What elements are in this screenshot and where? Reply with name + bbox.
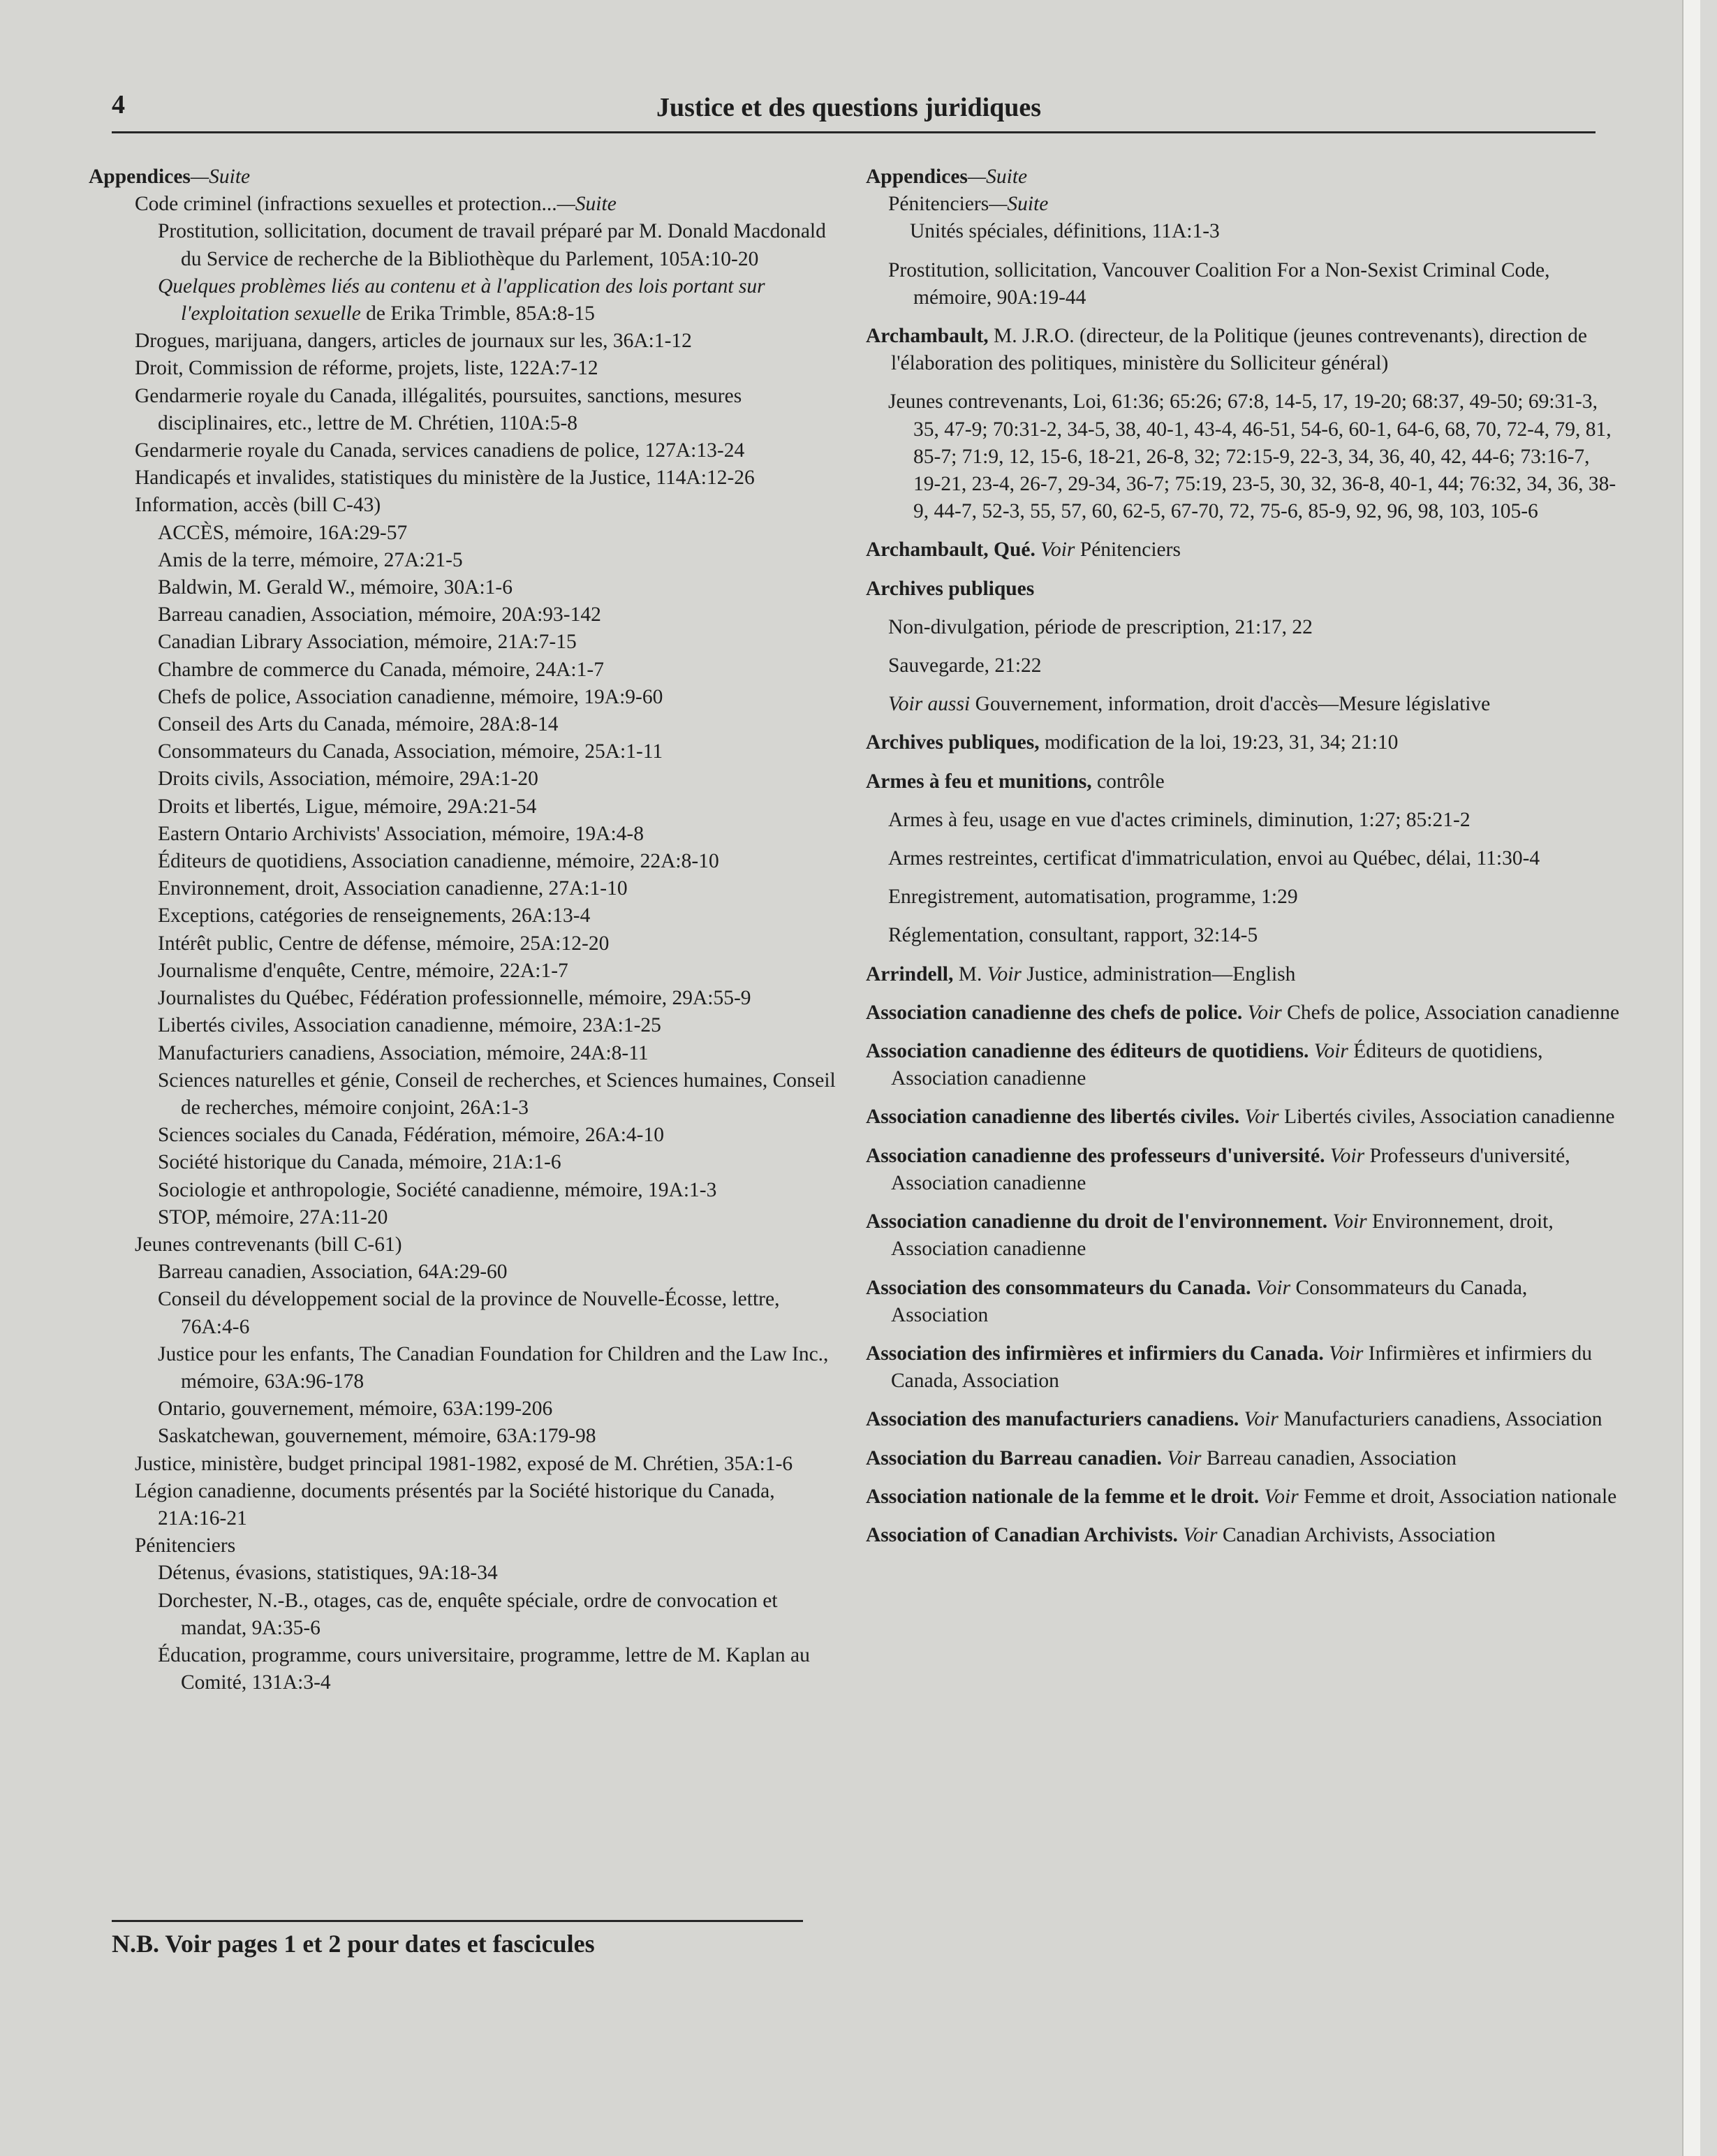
index-entry bbox=[866, 614, 1620, 641]
index-entry bbox=[866, 323, 1620, 377]
voir-reference: Voir bbox=[1242, 1001, 1282, 1024]
suite-marker: —Suite bbox=[557, 193, 617, 216]
footer-rule bbox=[112, 1920, 803, 1922]
voir-reference: Voir bbox=[1239, 1408, 1278, 1431]
index-entry bbox=[112, 958, 838, 985]
entry-text: Armes restreintes, certificat d'immatriculation, envoi au Québec, délai, 11:30-4 bbox=[888, 847, 1540, 870]
index-entry bbox=[866, 1340, 1620, 1395]
index-entry bbox=[112, 492, 838, 519]
index-entry bbox=[866, 845, 1620, 872]
entry-text: contrôle bbox=[1091, 770, 1165, 793]
voir-reference: Voir bbox=[1325, 1144, 1365, 1167]
entry-text: Sciences naturelles et génie, Conseil de recherches, et Sciences humaines, Conseil de recherches, mémoire conjoint, 26A:1-3 bbox=[158, 1069, 836, 1119]
index-entry bbox=[866, 1038, 1620, 1092]
index-entry bbox=[112, 711, 838, 738]
running-title: Justice et des questions juridiques bbox=[656, 93, 1042, 122]
index-entry bbox=[866, 768, 1620, 795]
entry-heading: Association canadienne des libertés civiles. bbox=[866, 1106, 1240, 1129]
entry-heading: Association of Canadian Archivists. bbox=[866, 1523, 1178, 1546]
entry-text: Droit, Commission de réforme, projets, liste, 122A:7-12 bbox=[135, 357, 598, 380]
index-entry bbox=[112, 902, 838, 930]
entry-text: Prostitution, sollicitation, Vancouver Coalition For a Non-Sexist Criminal Code, mémoire, 90A:19-44 bbox=[888, 258, 1550, 309]
entry-heading: Arrindell, bbox=[866, 962, 954, 985]
entry-text: Sociologie et anthropologie, Société canadienne, mémoire, 19A:1-3 bbox=[158, 1178, 717, 1201]
entry-text: modification de la loi, 19:23, 31, 34; 21:10 bbox=[1039, 731, 1399, 754]
entry-heading: Association canadienne des éditeurs de quotidiens. bbox=[866, 1040, 1309, 1063]
entry-text: Eastern Ontario Archivists' Association, mémoire, 19A:4-8 bbox=[158, 822, 644, 845]
index-entry bbox=[866, 1406, 1620, 1433]
index-entry bbox=[866, 1483, 1620, 1511]
entry-text: Pénitenciers bbox=[1075, 538, 1181, 562]
index-entry bbox=[112, 1204, 838, 1231]
entry-heading: Association des consommateurs du Canada. bbox=[866, 1276, 1251, 1299]
entry-text: Conseil des Arts du Canada, mémoire, 28A:8-14 bbox=[158, 713, 559, 736]
index-entry bbox=[89, 163, 838, 191]
index-entry bbox=[112, 601, 838, 629]
index-column-right bbox=[866, 163, 1620, 1549]
entry-text: Canadian Archivists, Association bbox=[1217, 1523, 1496, 1546]
index-entry bbox=[866, 1275, 1620, 1329]
index-entry bbox=[866, 999, 1620, 1027]
entry-heading: Appendices bbox=[866, 166, 968, 188]
entry-text: Gendarmerie royale du Canada, illégalités, poursuites, sanctions, mesures disciplinaires, etc., lettre de M. Chrétien, 110A:5-8 bbox=[135, 384, 742, 434]
entry-italic-title: Voir aussi bbox=[888, 693, 971, 716]
index-entry bbox=[866, 388, 1620, 525]
index-entry bbox=[112, 793, 838, 821]
suite-marker: —Suite bbox=[967, 166, 1028, 188]
entry-text: Société historique du Canada, mémoire, 21A:1-6 bbox=[158, 1151, 561, 1174]
index-entry bbox=[866, 536, 1620, 564]
entry-text: Justice, ministère, budget principal 1981-1982, exposé de M. Chrétien, 35A:1-6 bbox=[135, 1452, 793, 1475]
index-entry bbox=[112, 520, 838, 547]
entry-text: Jeunes contrevenants (bill C-61) bbox=[135, 1233, 402, 1256]
index-entry bbox=[112, 1286, 838, 1340]
index-entry bbox=[866, 1143, 1620, 1197]
entry-heading: Appendices bbox=[89, 166, 191, 188]
page-header bbox=[112, 85, 1596, 133]
entry-text: Détenus, évasions, statistiques, 9A:18-34 bbox=[158, 1562, 498, 1585]
entry-text: Sciences sociales du Canada, Fédération, mémoire, 26A:4-10 bbox=[158, 1124, 664, 1147]
entry-text: Chambre de commerce du Canada, mémoire, 24A:1-7 bbox=[158, 658, 604, 681]
index-column-left bbox=[89, 163, 838, 1696]
entry-heading: Archambault, bbox=[866, 325, 989, 348]
index-entry bbox=[866, 1103, 1620, 1131]
entry-text: Barreau canadien, Association bbox=[1201, 1446, 1457, 1469]
entry-text: STOP, mémoire, 27A:11-20 bbox=[158, 1205, 388, 1229]
voir-reference: Voir bbox=[1035, 538, 1075, 562]
index-entry bbox=[112, 1231, 838, 1259]
entry-text: Saskatchewan, gouvernement, mémoire, 63A:179-98 bbox=[158, 1425, 596, 1448]
entry-text: Pénitenciers bbox=[135, 1534, 236, 1557]
entry-text: Chefs de police, Association canadienne, mémoire, 19A:9-60 bbox=[158, 685, 663, 708]
index-entry bbox=[112, 1012, 838, 1039]
index-entry bbox=[112, 547, 838, 574]
index-entry bbox=[112, 1395, 838, 1423]
entry-text: Canadian Library Association, mémoire, 21A:7-15 bbox=[158, 631, 577, 654]
index-entry bbox=[112, 930, 838, 958]
entry-heading: Association canadienne des professeurs d'université. bbox=[866, 1144, 1325, 1167]
index-entry bbox=[866, 218, 1620, 245]
entry-text: Environnement, droit, Association canadienne bbox=[891, 1210, 1554, 1261]
entry-text: ACCÈS, mémoire, 16A:29-57 bbox=[158, 521, 408, 544]
index-entry bbox=[112, 1259, 838, 1286]
index-entry bbox=[112, 821, 838, 848]
index-entry bbox=[112, 464, 838, 492]
index-entry bbox=[112, 574, 838, 601]
index-entry bbox=[112, 1560, 838, 1587]
entry-text: Droits civils, Association, mémoire, 29A:1-20 bbox=[158, 768, 538, 791]
index-entry bbox=[112, 437, 838, 464]
entry-italic-title: Quelques problèmes liés au contenu et à l'application des lois portant sur l'exploitation sexuelle bbox=[158, 274, 765, 325]
entry-text: M. bbox=[953, 962, 982, 985]
page-edge bbox=[1682, 0, 1700, 2156]
index-entry bbox=[866, 729, 1620, 756]
entry-text: Droits et libertés, Ligue, mémoire, 29A:21-54 bbox=[158, 795, 537, 818]
entry-text: Conseil du développement social de la province de Nouvelle-Écosse, lettre, 76A:4-6 bbox=[158, 1288, 780, 1338]
index-entry bbox=[112, 848, 838, 875]
index-entry bbox=[866, 922, 1620, 949]
index-entry bbox=[866, 807, 1620, 834]
voir-reference: Voir bbox=[1251, 1276, 1291, 1299]
entry-text: Éditeurs de quotidiens, Association canadienne bbox=[891, 1040, 1543, 1090]
index-entry bbox=[112, 1177, 838, 1204]
entry-text: Non-divulgation, période de prescription, 21:17, 22 bbox=[888, 615, 1313, 638]
entry-text: Environnement, droit, Association canadienne, 27A:1-10 bbox=[158, 877, 628, 900]
entry-heading: Association canadienne du droit de l'environnement. bbox=[866, 1210, 1328, 1233]
entry-heading: Association des infirmières et infirmiers du Canada. bbox=[866, 1342, 1324, 1365]
index-entry bbox=[866, 1445, 1620, 1472]
index-entry bbox=[112, 1341, 838, 1395]
index-entry bbox=[112, 1478, 838, 1532]
index-entry bbox=[112, 1122, 838, 1149]
entry-text: Intérêt public, Centre de défense, mémoire, 25A:12-20 bbox=[158, 932, 610, 955]
index-entry bbox=[112, 738, 838, 765]
entry-text: Manufacturiers canadiens, Association bbox=[1278, 1408, 1602, 1431]
entry-text: Infirmières et infirmiers du Canada, Association bbox=[891, 1342, 1593, 1393]
index-entry bbox=[866, 575, 1620, 603]
voir-reference: Voir bbox=[1327, 1210, 1367, 1233]
entry-heading: Association canadienne des chefs de police. bbox=[866, 1001, 1243, 1024]
entry-text: Prostitution, sollicitation, document de travail préparé par M. Donald Macdonald du Service de recherche de la Bibliothèque du Parlement, 105A:10-20 bbox=[158, 220, 826, 270]
page-number: 4 bbox=[112, 90, 125, 119]
entry-text: Consommateurs du Canada, Association bbox=[891, 1276, 1528, 1326]
voir-reference: Voir bbox=[1309, 1040, 1348, 1063]
footer-note: N.B. Voir pages 1 et 2 pour dates et fascicules bbox=[112, 1930, 595, 1958]
entry-heading: Archives publiques, bbox=[866, 731, 1040, 754]
index-entry bbox=[112, 273, 838, 328]
voir-reference: Voir bbox=[1161, 1446, 1202, 1469]
entry-text: Libertés civiles, Association canadienne, mémoire, 23A:1-25 bbox=[158, 1014, 661, 1037]
voir-reference: Voir bbox=[982, 962, 1022, 985]
index-entry bbox=[866, 191, 1620, 218]
suite-marker: —Suite bbox=[190, 166, 251, 188]
index-entry bbox=[112, 328, 838, 355]
index-entry bbox=[112, 684, 838, 711]
entry-text: Amis de la terre, mémoire, 27A:21-5 bbox=[158, 548, 463, 571]
index-entry bbox=[112, 1532, 838, 1560]
entry-text: Information, accès (bill C-43) bbox=[135, 494, 381, 517]
entry-text: Sauvegarde, 21:22 bbox=[888, 654, 1042, 677]
entry-text: Dorchester, N.-B., otages, cas de, enquête spéciale, ordre de convocation et mandat, 9A:35-6 bbox=[158, 1589, 778, 1639]
entry-text: Barreau canadien, Association, mémoire, 20A:93-142 bbox=[158, 603, 601, 626]
entry-text: Ontario, gouvernement, mémoire, 63A:199-206 bbox=[158, 1398, 553, 1421]
entry-text: Drogues, marijuana, dangers, articles de journaux sur les, 36A:1-12 bbox=[135, 330, 692, 353]
entry-text: Jeunes contrevenants, Loi, 61:36; 65:26; 67:8, 14-5, 17, 19-20; 68:37, 49-50; 69:31-3, 35, 47-9; 70:31-2, 34-5, 38, 40-1, 43-4, 46-51, 54-6, 60-1, 64-6, 68, 70, 72-4, 79, 81, 85-7; 71:9, 12, 15-6, 18-21, 26-8, 32; 72:15-9, 22-3, 34, 36, 40, 42, 44-6; 73:16-7, 19-21, 23-4, 26-7, 29-34, 36-7; 75:19, 23-5, 30, 32, 36-8, 40-1, 44; 76:32, 34, 36, 38-9, 44-7, 52-3, 55, 57, 60, 62-5, 67-70, 72, 75-6, 85-9, 92, 96, 98, 103, 105-6 bbox=[888, 390, 1616, 523]
index-entry bbox=[112, 1423, 838, 1450]
voir-reference: Voir bbox=[1239, 1106, 1279, 1129]
index-entry bbox=[866, 1522, 1620, 1549]
entry-text: Gendarmerie royale du Canada, services canadiens de police, 127A:13-24 bbox=[135, 439, 745, 462]
entry-text: Pénitenciers bbox=[888, 193, 989, 216]
entry-text: Code criminel (infractions sexuelles et protection... bbox=[135, 193, 557, 216]
entry-text: Gouvernement, information, droit d'accès—Mesure législative bbox=[970, 693, 1491, 716]
entry-text: Justice pour les enfants, The Canadian Foundation for Children and the Law Inc., mémoire, 63A:96-178 bbox=[158, 1342, 829, 1393]
index-entry bbox=[112, 383, 838, 437]
entry-heading: Armes à feu et munitions, bbox=[866, 770, 1092, 793]
suite-marker: —Suite bbox=[989, 193, 1049, 216]
index-entry bbox=[112, 1149, 838, 1176]
entry-heading: Association nationale de la femme et le droit. bbox=[866, 1485, 1260, 1508]
index-entry bbox=[112, 218, 838, 272]
index-entry bbox=[866, 163, 1620, 191]
entry-text: Journalisme d'enquête, Centre, mémoire, 22A:1-7 bbox=[158, 959, 568, 982]
index-entry bbox=[866, 652, 1620, 680]
index-entry bbox=[112, 765, 838, 793]
index-entry bbox=[112, 657, 838, 684]
index-entry bbox=[112, 1642, 838, 1696]
entry-text: Libertés civiles, Association canadienne bbox=[1278, 1106, 1615, 1129]
entry-heading: Archives publiques bbox=[866, 577, 1035, 600]
voir-reference: Voir bbox=[1323, 1342, 1364, 1365]
entry-text: Unités spéciales, définitions, 11A:1-3 bbox=[910, 220, 1220, 243]
entry-text: Armes à feu, usage en vue d'actes criminels, diminution, 1:27; 85:21-2 bbox=[888, 808, 1471, 831]
entry-text: Journalistes du Québec, Fédération professionnelle, mémoire, 29A:55-9 bbox=[158, 987, 751, 1010]
entry-text: Baldwin, M. Gerald W., mémoire, 30A:1-6 bbox=[158, 576, 513, 599]
entry-text: Éditeurs de quotidiens, Association canadienne, mémoire, 22A:8-10 bbox=[158, 850, 719, 873]
entry-heading: Archambault, Qué. bbox=[866, 538, 1036, 562]
entry-text: Manufacturiers canadiens, Association, mémoire, 24A:8-11 bbox=[158, 1041, 649, 1064]
entry-text: de Erika Trimble, 85A:8-15 bbox=[360, 302, 595, 325]
voir-reference: Voir bbox=[1259, 1485, 1299, 1508]
index-entry bbox=[866, 257, 1620, 311]
entry-heading: Association des manufacturiers canadiens. bbox=[866, 1408, 1239, 1431]
voir-reference: Voir bbox=[1177, 1523, 1218, 1546]
entry-text: Femme et droit, Association nationale bbox=[1298, 1485, 1617, 1508]
entry-text: Éducation, programme, cours universitaire, programme, lettre de M. Kaplan au Comité, 131A:3-4 bbox=[158, 1643, 810, 1694]
entry-text: Barreau canadien, Association, 64A:29-60 bbox=[158, 1261, 508, 1284]
entry-text: Handicapés et invalides, statistiques du ministère de la Justice, 114A:12-26 bbox=[135, 467, 755, 490]
index-entry bbox=[112, 875, 838, 902]
index-entry bbox=[112, 1587, 838, 1642]
index-entry bbox=[866, 1208, 1620, 1263]
entry-text: Légion canadienne, documents présentés par la Société historique du Canada, 21A:16-21 bbox=[135, 1479, 775, 1530]
index-entry bbox=[112, 629, 838, 656]
entry-text: Réglementation, consultant, rapport, 32:14-5 bbox=[888, 924, 1258, 947]
index-entry bbox=[112, 191, 838, 218]
entry-text: Chefs de police, Association canadienne bbox=[1281, 1001, 1620, 1024]
index-entry bbox=[112, 1040, 838, 1067]
index-entry bbox=[112, 355, 838, 382]
entry-text: Justice, administration—English bbox=[1021, 962, 1296, 985]
entry-heading: Association du Barreau canadien. bbox=[866, 1446, 1162, 1469]
index-entry bbox=[112, 1451, 838, 1478]
index-entry bbox=[112, 1067, 838, 1122]
index-entry bbox=[866, 691, 1620, 718]
entry-text: Consommateurs du Canada, Association, mémoire, 25A:1-11 bbox=[158, 740, 663, 763]
index-entry bbox=[866, 961, 1620, 988]
index-entry bbox=[866, 883, 1620, 911]
entry-text: M. J.R.O. (directeur, de la Politique (jeunes contrevenants), direction de l'élaboration des politiques, ministère du Solliciteur général) bbox=[891, 325, 1587, 375]
entry-text: Professeurs d'université, Association canadienne bbox=[891, 1144, 1570, 1194]
index-entry bbox=[112, 985, 838, 1012]
entry-text: Exceptions, catégories de renseignements, 26A:13-4 bbox=[158, 904, 591, 927]
entry-text: Enregistrement, automatisation, programme, 1:29 bbox=[888, 886, 1298, 909]
